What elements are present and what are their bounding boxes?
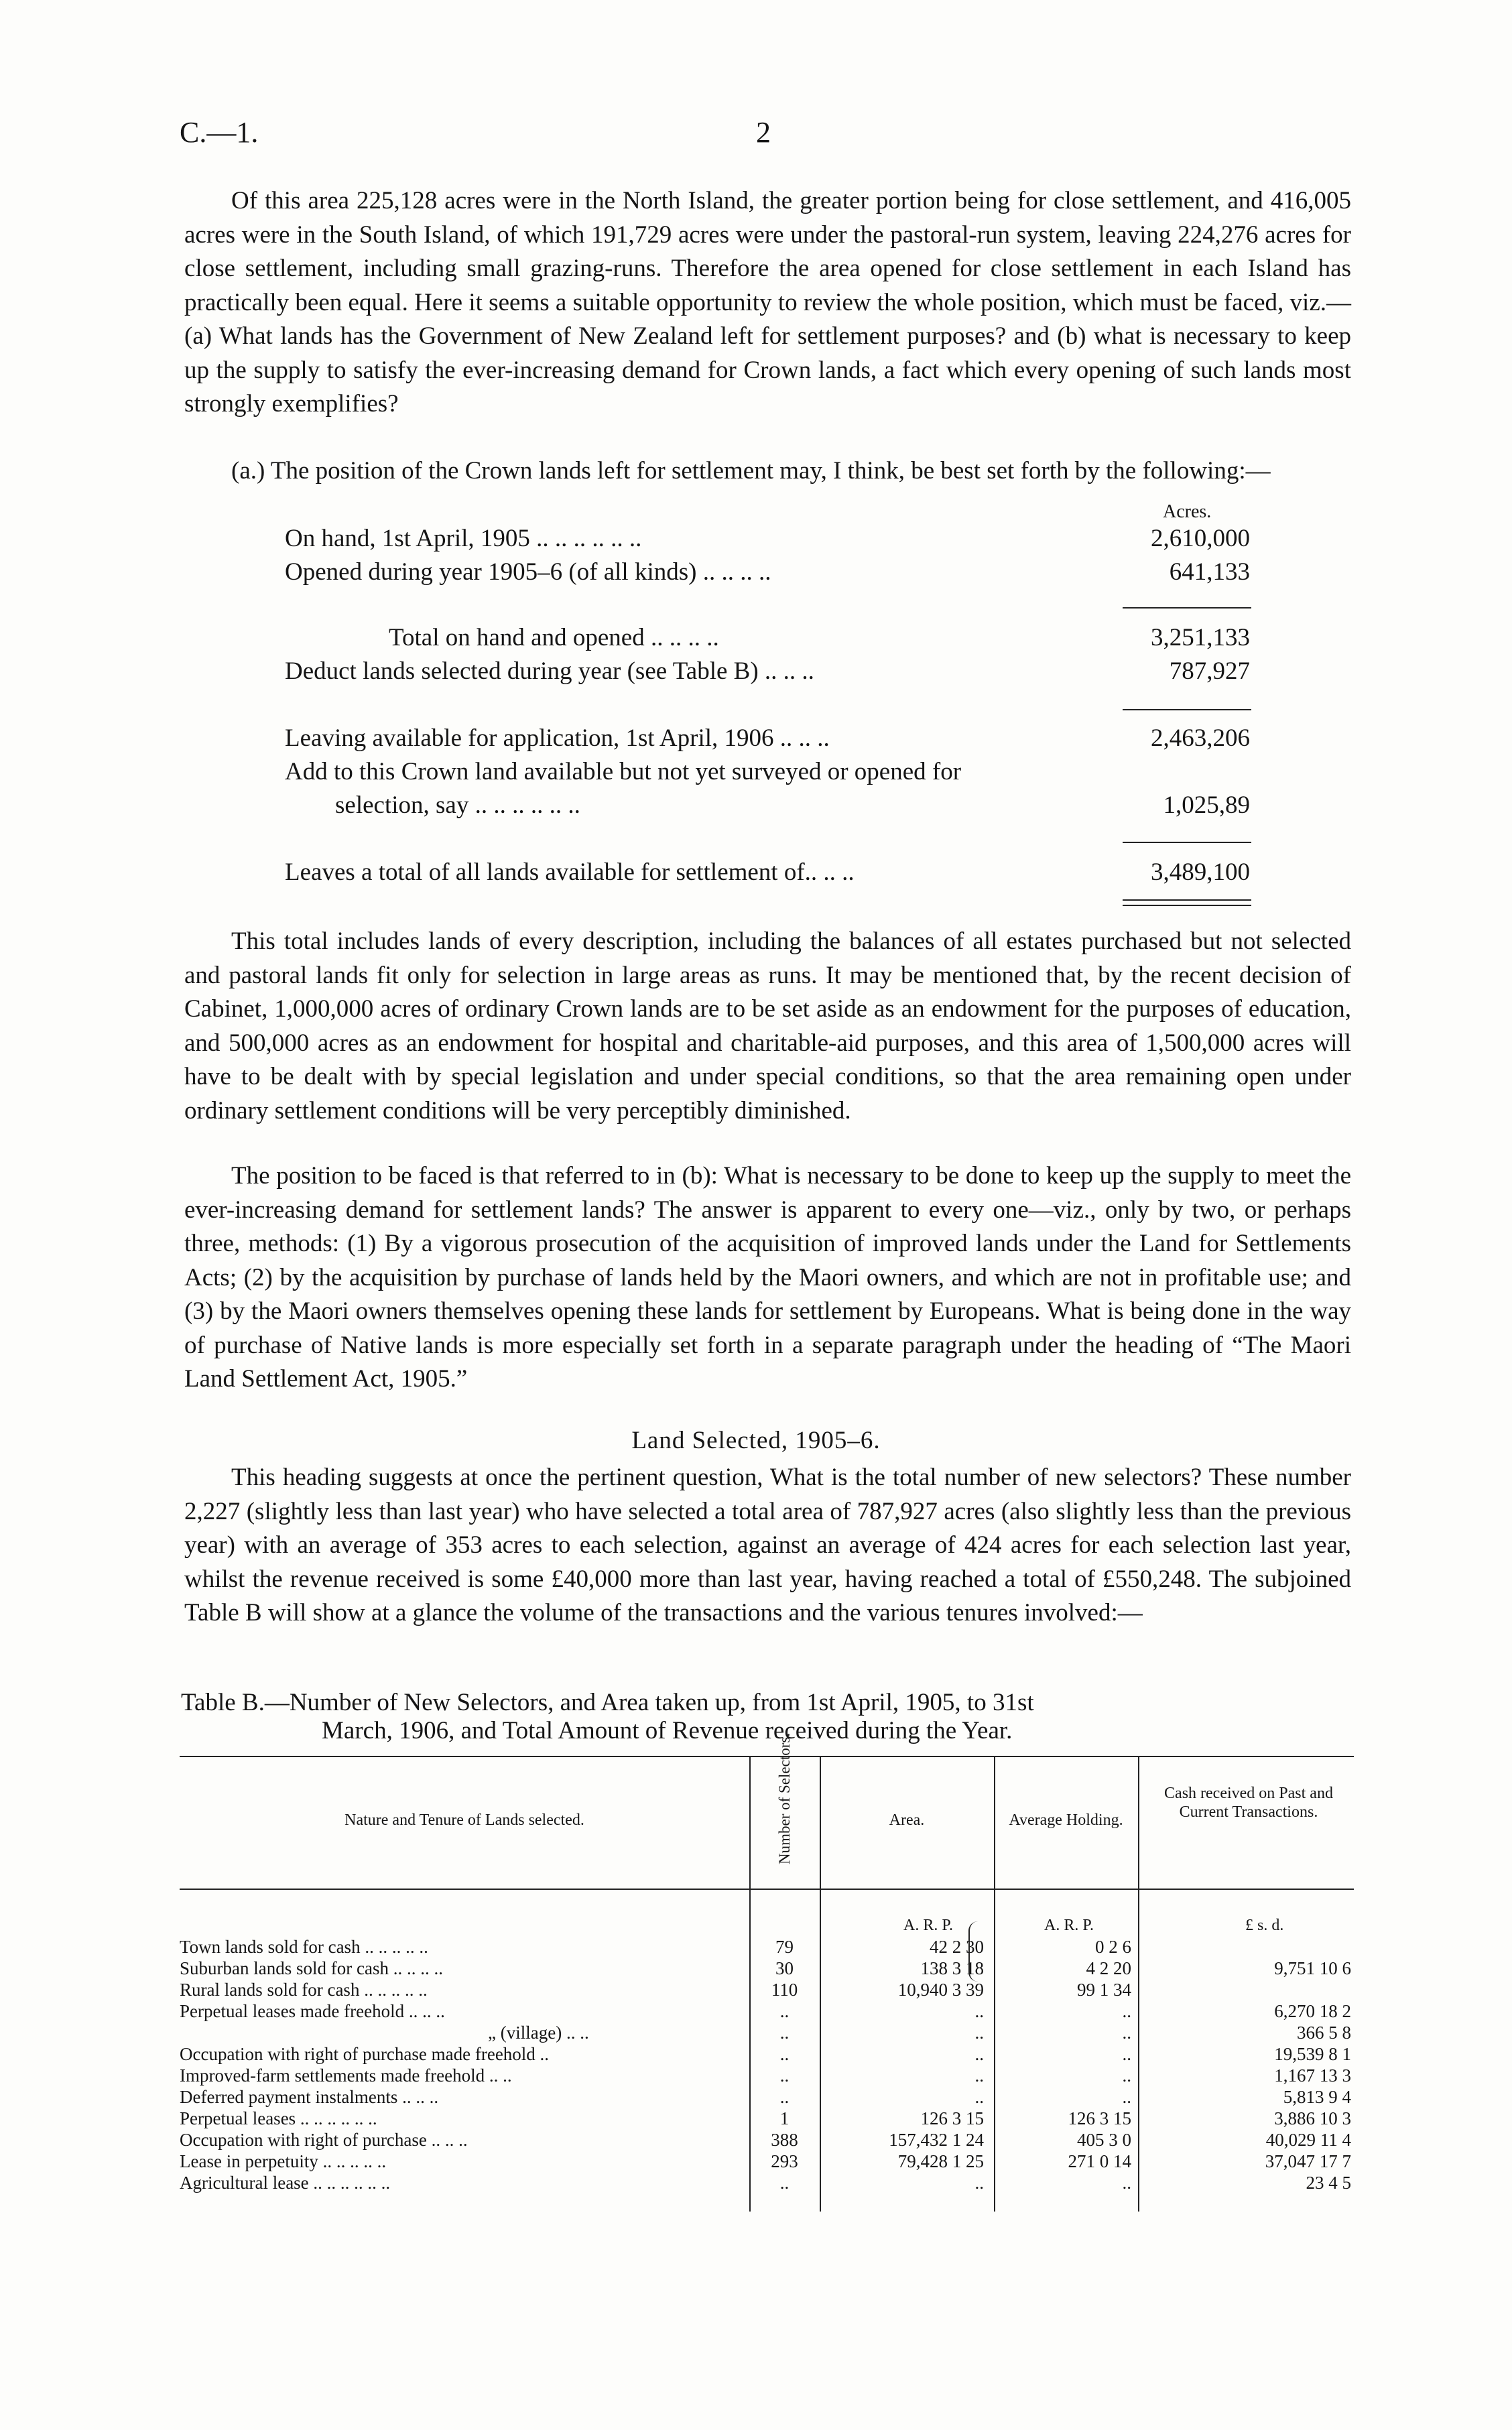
- table-caption-line: March, 1906, and Total Amount of Revenue received during the Year.: [322, 1717, 1013, 1744]
- table-row: [180, 2151, 1354, 2173]
- row-cash: 40,029 11 4: [1265, 2130, 1351, 2150]
- row-area: 157,432 1 24: [889, 2130, 984, 2150]
- row-selectors: ..: [779, 2044, 790, 2064]
- subheader-area-units: A. R. P.: [903, 1917, 954, 1934]
- row-cash: 23 4 5: [1306, 2173, 1351, 2193]
- table-row: [180, 1958, 1354, 1980]
- header-holding: Average Holding.: [1009, 1811, 1123, 1829]
- table-row: [180, 2173, 1354, 2194]
- row-cash: 366 5 8: [1297, 2023, 1351, 2043]
- ledger-row: [285, 558, 1250, 591]
- row-name: „ (village) .. ..: [488, 2023, 589, 2043]
- page-number: 2: [756, 116, 771, 149]
- ledger-value: 2,463,206: [1151, 724, 1250, 752]
- table-row: [180, 2087, 1354, 2108]
- ledger-label: Leaves a total of all lands available for settlement of.. .. ..: [285, 858, 855, 886]
- row-area: 126 3 15: [920, 2108, 984, 2128]
- ledger-row: [285, 657, 1250, 690]
- row-selectors: ..: [779, 2087, 790, 2107]
- section-heading: Land Selected, 1905–6.: [631, 1427, 881, 1454]
- row-name: Perpetual leases made freehold .. .. ..: [180, 2001, 445, 2021]
- row-area: 42 2 30: [930, 1937, 984, 1957]
- row-holding: 405 3 0: [1077, 2130, 1131, 2150]
- row-name: Rural lands sold for cash .. .. .. .. ..: [180, 1980, 428, 2000]
- row-selectors: 79: [775, 1937, 794, 1957]
- ledger-value: 787,927: [1169, 657, 1250, 685]
- cash-group-brace: [968, 1921, 979, 1982]
- row-holding: 4 2 20: [1086, 1958, 1131, 1978]
- ledger-label: selection, say .. .. .. .. .. ..: [335, 791, 580, 819]
- document-code: C.—1.: [180, 116, 259, 149]
- ledger-double-rule: [1123, 905, 1251, 906]
- table-caption-line: Table B.—Number of New Selectors, and Area taken up, from 1st April, 1905, to 31st: [181, 1689, 1034, 1716]
- table-row: [180, 2130, 1354, 2151]
- paragraph-position-intro: (a.) The position of the Crown lands left for settlement may, I think, be best set forth by the following:—: [231, 457, 1271, 485]
- header-selectors: Number of Selectors.: [776, 1732, 793, 1864]
- row-area: ..: [974, 2087, 984, 2107]
- row-area: ..: [974, 2173, 984, 2193]
- subheader-cash-units: £ s. d.: [1245, 1917, 1284, 1934]
- ledger-row: [285, 858, 1250, 891]
- ledger-row: [285, 724, 1250, 757]
- header-nature: Nature and Tenure of Lands selected.: [344, 1811, 584, 1829]
- row-area: ..: [974, 2001, 984, 2021]
- ledger-row: [285, 791, 1250, 824]
- row-name: Lease in perpetuity .. .. .. .. ..: [180, 2151, 387, 2171]
- ledger-row: [285, 623, 1250, 657]
- row-cash: 1,167 13 3: [1274, 2065, 1351, 2086]
- row-selectors: 1: [779, 2108, 790, 2128]
- row-cash: 6,270 18 2: [1274, 2001, 1351, 2021]
- table-caption: [181, 1689, 1352, 1745]
- row-holding: 99 1 34: [1077, 1980, 1131, 2000]
- row-name: Improved-farm settlements made freehold .. ..: [180, 2065, 512, 2086]
- ledger-row: [285, 757, 1250, 791]
- row-name: Agricultural lease .. .. .. .. .. ..: [180, 2173, 391, 2193]
- paragraph-supply-methods: The position to be faced is that referred to in (b): What is necessary to be done to keep up the supply to meet the ever-increasing demand for settlement lands? The answer is apparent to every one—viz., only by two, or perhaps three, methods: (1) By a vigorous prosecution of the acquisition of improved lands under the Land for Settlements Acts; (2) by the acquisition by purchase of lands held by the Maori owners, and which are not in profitable use; and (3) by the Maori owners themselves opening these lands for settlement by Europeans. What is being done in the way of purchase of Native lands is more especially set forth in a separate paragraph under the heading of “The Maori Land Settlement Act, 1905.”: [184, 1162, 1351, 1393]
- row-area: ..: [974, 2065, 984, 2086]
- row-name: Deferred payment instalments .. .. ..: [180, 2087, 439, 2107]
- row-holding: 126 3 15: [1068, 2108, 1131, 2128]
- row-name: Suburban lands sold for cash .. .. .. ..: [180, 1958, 443, 1978]
- row-cash: 5,813 9 4: [1283, 2087, 1351, 2107]
- row-name: Occupation with right of purchase .. .. ..: [180, 2130, 468, 2150]
- table-rule: [180, 1889, 1354, 1890]
- row-holding: ..: [1122, 2023, 1131, 2043]
- row-holding: 0 2 6: [1095, 1937, 1131, 1957]
- row-holding: ..: [1122, 2173, 1131, 2193]
- table-row: [180, 2001, 1354, 2023]
- row-cash: 37,047 17 7: [1265, 2151, 1351, 2171]
- row-area: 138 3 18: [920, 1958, 984, 1978]
- ledger-value: 2,610,000: [1151, 525, 1250, 552]
- ledger-rule: [1123, 842, 1251, 843]
- acres-column-header: Acres.: [1163, 501, 1212, 522]
- ledger-value: 3,251,133: [1151, 624, 1250, 651]
- ledger-label: Leaving available for application, 1st April, 1906 .. .. ..: [285, 724, 830, 752]
- row-holding: 271 0 14: [1068, 2151, 1131, 2171]
- row-name: Perpetual leases .. .. .. .. .. ..: [180, 2108, 377, 2128]
- subheader-holding-units: A. R. P.: [1044, 1917, 1094, 1934]
- row-selectors: 30: [775, 1958, 794, 1978]
- ledger-double-rule: [1123, 899, 1251, 901]
- row-area: ..: [974, 2044, 984, 2064]
- row-selectors: ..: [779, 2065, 790, 2086]
- ledger-value: 3,489,100: [1151, 858, 1250, 886]
- paragraph-endowments: This total includes lands of every description, including the balances of all estates purchased but not selected and pastoral lands fit only for selection in large areas as runs. It may be mentioned that, by the recent decision of Cabinet, 1,000,000 acres of ordinary Crown lands are to be set aside as an endowment for the purposes of education, and 500,000 acres as an endowment for hospital and charitable-aid purposes, and this area of 1,500,000 acres will have to be dealt with by special legislation and under special conditions, so that the area remaining open under ordinary settlement conditions will be very perceptibly diminished.: [184, 928, 1351, 1125]
- table-row: [180, 2023, 1354, 2044]
- table-row: [180, 2065, 1354, 2087]
- paragraph-area-summary: Of this area 225,128 acres were in the North Island, the greater portion being for close settlement, and 416,005 acres were in the South Island, of which 191,729 acres were under the pastoral-run system, leaving 224,276 acres for close settlement, including small grazing-runs. Therefore the area opened for close settlement in each Island has practically been equal. Here it seems a suitable opportunity to review the whole position, which must be faced, viz.—(a) What lands has the Government of New Zealand left for settlement purposes? and (b) what is necessary to keep up the supply to satisfy the ever-increasing demand for Crown lands, a fact which every opening of such lands most strongly exemplifies?: [184, 187, 1351, 418]
- ledger-label: Deduct lands selected during year (see Table B) .. .. ..: [285, 657, 814, 685]
- row-selectors: 110: [771, 1980, 798, 2000]
- table-row: [180, 1937, 1354, 1958]
- row-name: Town lands sold for cash .. .. .. .. ..: [180, 1937, 428, 1957]
- ledger-rule: [1123, 709, 1251, 710]
- table-row: [180, 2108, 1354, 2130]
- table-rule: [180, 1756, 1354, 1757]
- ledger-label: On hand, 1st April, 1905 .. .. .. .. .. ..: [285, 525, 642, 552]
- header-cash: Cash received on Past and Current Transactions.: [1164, 1785, 1333, 1821]
- table-row: [180, 1980, 1354, 2001]
- row-selectors: ..: [779, 2173, 790, 2193]
- row-holding: ..: [1122, 2065, 1131, 2086]
- row-holding: ..: [1122, 2044, 1131, 2064]
- row-selectors: 293: [771, 2151, 798, 2171]
- header-area: Area.: [889, 1811, 925, 1829]
- row-selectors: ..: [779, 2023, 790, 2043]
- row-cash: 19,539 8 1: [1274, 2044, 1351, 2064]
- row-cash: 9,751 10 6: [1274, 1958, 1351, 1978]
- row-holding: ..: [1122, 2001, 1131, 2021]
- row-cash: 3,886 10 3: [1274, 2108, 1351, 2128]
- row-area: 79,428 1 25: [897, 2151, 984, 2171]
- row-selectors: 388: [771, 2130, 798, 2150]
- row-area: 10,940 3 39: [897, 1980, 984, 2000]
- ledger-label: Opened during year 1905–6 (of all kinds) .. .. .. ..: [285, 558, 771, 586]
- row-selectors: ..: [779, 2001, 790, 2021]
- row-holding: ..: [1122, 2087, 1131, 2107]
- ledger-rule: [1123, 607, 1251, 609]
- ledger-row: [285, 524, 1250, 558]
- ledger-label: Add to this Crown land available but not yet surveyed or opened for: [285, 758, 962, 785]
- row-area: ..: [974, 2023, 984, 2043]
- ledger-label: Total on hand and opened .. .. .. ..: [389, 624, 719, 651]
- table-b: [180, 1732, 1354, 2212]
- paragraph-land-selected: This heading suggests at once the pertinent question, What is the total number of new selectors? These number 2,227 (slightly less than last year) who have selected a total area of 787,927 acres (also slightly less than the previous year) with an average of 353 acres to each selection, against an average of 424 acres for each selection last year, whilst the revenue received is some £40,000 more than last year, having reached a total of £550,248. The subjoined Table B will show at a glance the volume of the transactions and the various tenures involved:—: [184, 1464, 1351, 1626]
- ledger-value: 641,133: [1169, 558, 1250, 586]
- row-name: Occupation with right of purchase made freehold ..: [180, 2044, 550, 2064]
- ledger-value: 1,025,89: [1163, 791, 1250, 819]
- table-row: [180, 2044, 1354, 2065]
